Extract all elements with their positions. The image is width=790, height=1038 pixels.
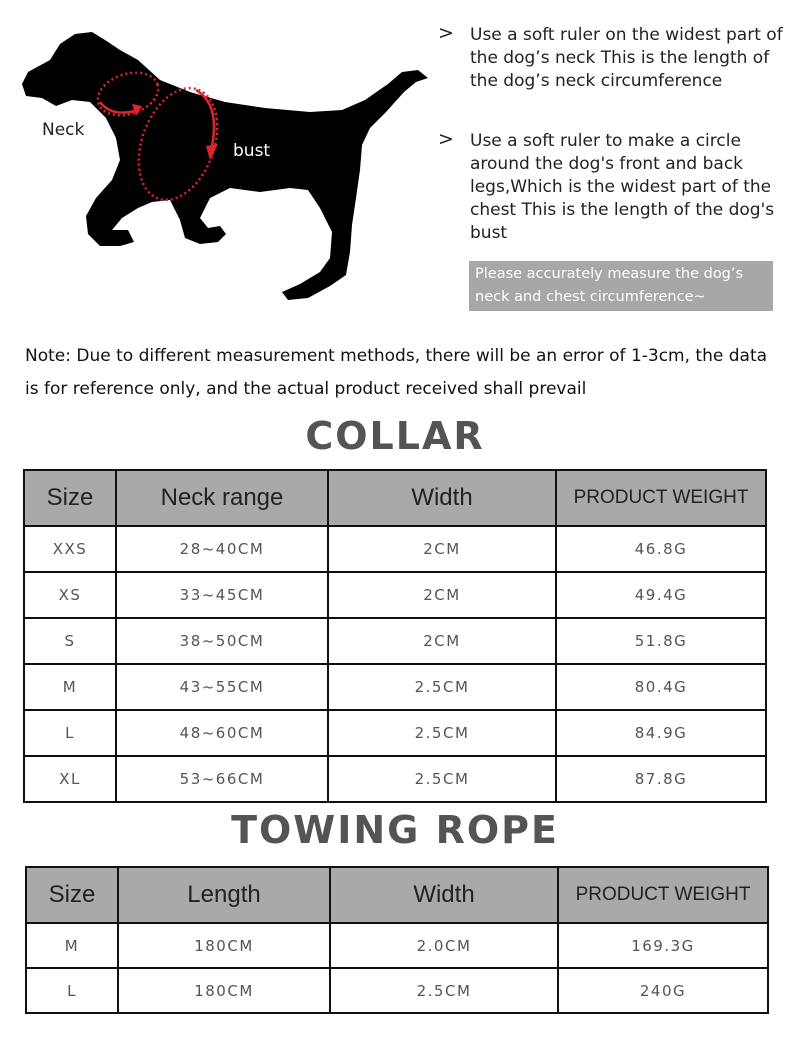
cell-size: XXS xyxy=(24,526,116,572)
cell-size: L xyxy=(24,710,116,756)
instruction-text: Use a soft ruler to make a circle around the dog's front and back legs,Which is the widest part of the chest This is the length of the dog's bust xyxy=(470,131,775,243)
towing-rope-title: TOWING ROPE xyxy=(231,808,559,852)
cell-weight: 84.9G xyxy=(556,710,766,756)
dog-measurement-diagram xyxy=(20,20,440,310)
cell-width: 2.5CM xyxy=(328,710,556,756)
chevron-right-icon: > xyxy=(438,22,454,44)
chevron-right-icon: > xyxy=(438,128,454,150)
cell-weight: 87.8G xyxy=(556,756,766,802)
cell-neck-range: 33~45CM xyxy=(116,572,328,618)
instruction-text: Use a soft ruler on the widest part of the dog’s neck This is the length of the dog’s neck circumference xyxy=(470,25,783,91)
cell-length: 180CM xyxy=(118,923,330,968)
cell-weight: 51.8G xyxy=(556,618,766,664)
table-row xyxy=(24,710,766,756)
cell-width: 2CM xyxy=(328,618,556,664)
cell-weight: 240G xyxy=(558,968,768,1013)
header-size: Size xyxy=(26,867,118,923)
table-row xyxy=(26,923,768,968)
table-row xyxy=(26,968,768,1013)
cell-width: 2.0CM xyxy=(330,923,558,968)
dog-silhouette xyxy=(22,32,428,300)
measurement-note: Note: Due to different measurement methods, there will be an error of 1-3cm, the data is for reference only, and the actual product received shall prevail xyxy=(25,346,768,399)
header-length: Length xyxy=(118,867,330,923)
cell-weight: 80.4G xyxy=(556,664,766,710)
header-width: Width xyxy=(330,867,558,923)
cell-length: 180CM xyxy=(118,968,330,1013)
cell-neck-range: 28~40CM xyxy=(116,526,328,572)
cell-size: L xyxy=(26,968,118,1013)
cell-size: XS xyxy=(24,572,116,618)
header-product-weight: PRODUCT WEIGHT xyxy=(558,867,768,923)
instruction-neck xyxy=(438,24,783,93)
cell-neck-range: 43~55CM xyxy=(116,664,328,710)
cell-weight: 169.3G xyxy=(558,923,768,968)
cell-neck-range: 53~66CM xyxy=(116,756,328,802)
table-row xyxy=(24,572,766,618)
table-row xyxy=(24,664,766,710)
header-neck-range: Neck range xyxy=(116,470,328,526)
table-row xyxy=(24,618,766,664)
towing-rope-size-table xyxy=(25,866,769,1014)
dog-silhouette-illustration xyxy=(20,20,440,310)
cell-size: XL xyxy=(24,756,116,802)
measure-callout: Please accurately measure the dog’s neck and chest circumference~ xyxy=(469,261,773,311)
bust-label: bust xyxy=(233,141,271,161)
table-header-row xyxy=(26,867,768,923)
cell-size: M xyxy=(26,923,118,968)
cell-neck-range: 38~50CM xyxy=(116,618,328,664)
cell-weight: 46.8G xyxy=(556,526,766,572)
cell-width: 2CM xyxy=(328,526,556,572)
instruction-bust xyxy=(438,130,783,245)
cell-width: 2.5CM xyxy=(328,756,556,802)
collar-size-table xyxy=(23,469,767,803)
table-row xyxy=(24,526,766,572)
cell-neck-range: 48~60CM xyxy=(116,710,328,756)
table-header-row xyxy=(24,470,766,526)
neck-label: Neck xyxy=(42,120,85,140)
cell-weight: 49.4G xyxy=(556,572,766,618)
collar-title: COLLAR xyxy=(305,414,485,458)
table-row xyxy=(24,756,766,802)
header-product-weight: PRODUCT WEIGHT xyxy=(556,470,766,526)
header-width: Width xyxy=(328,470,556,526)
cell-width: 2.5CM xyxy=(328,664,556,710)
cell-width: 2CM xyxy=(328,572,556,618)
cell-size: S xyxy=(24,618,116,664)
cell-width: 2.5CM xyxy=(330,968,558,1013)
cell-size: M xyxy=(24,664,116,710)
header-size: Size xyxy=(24,470,116,526)
